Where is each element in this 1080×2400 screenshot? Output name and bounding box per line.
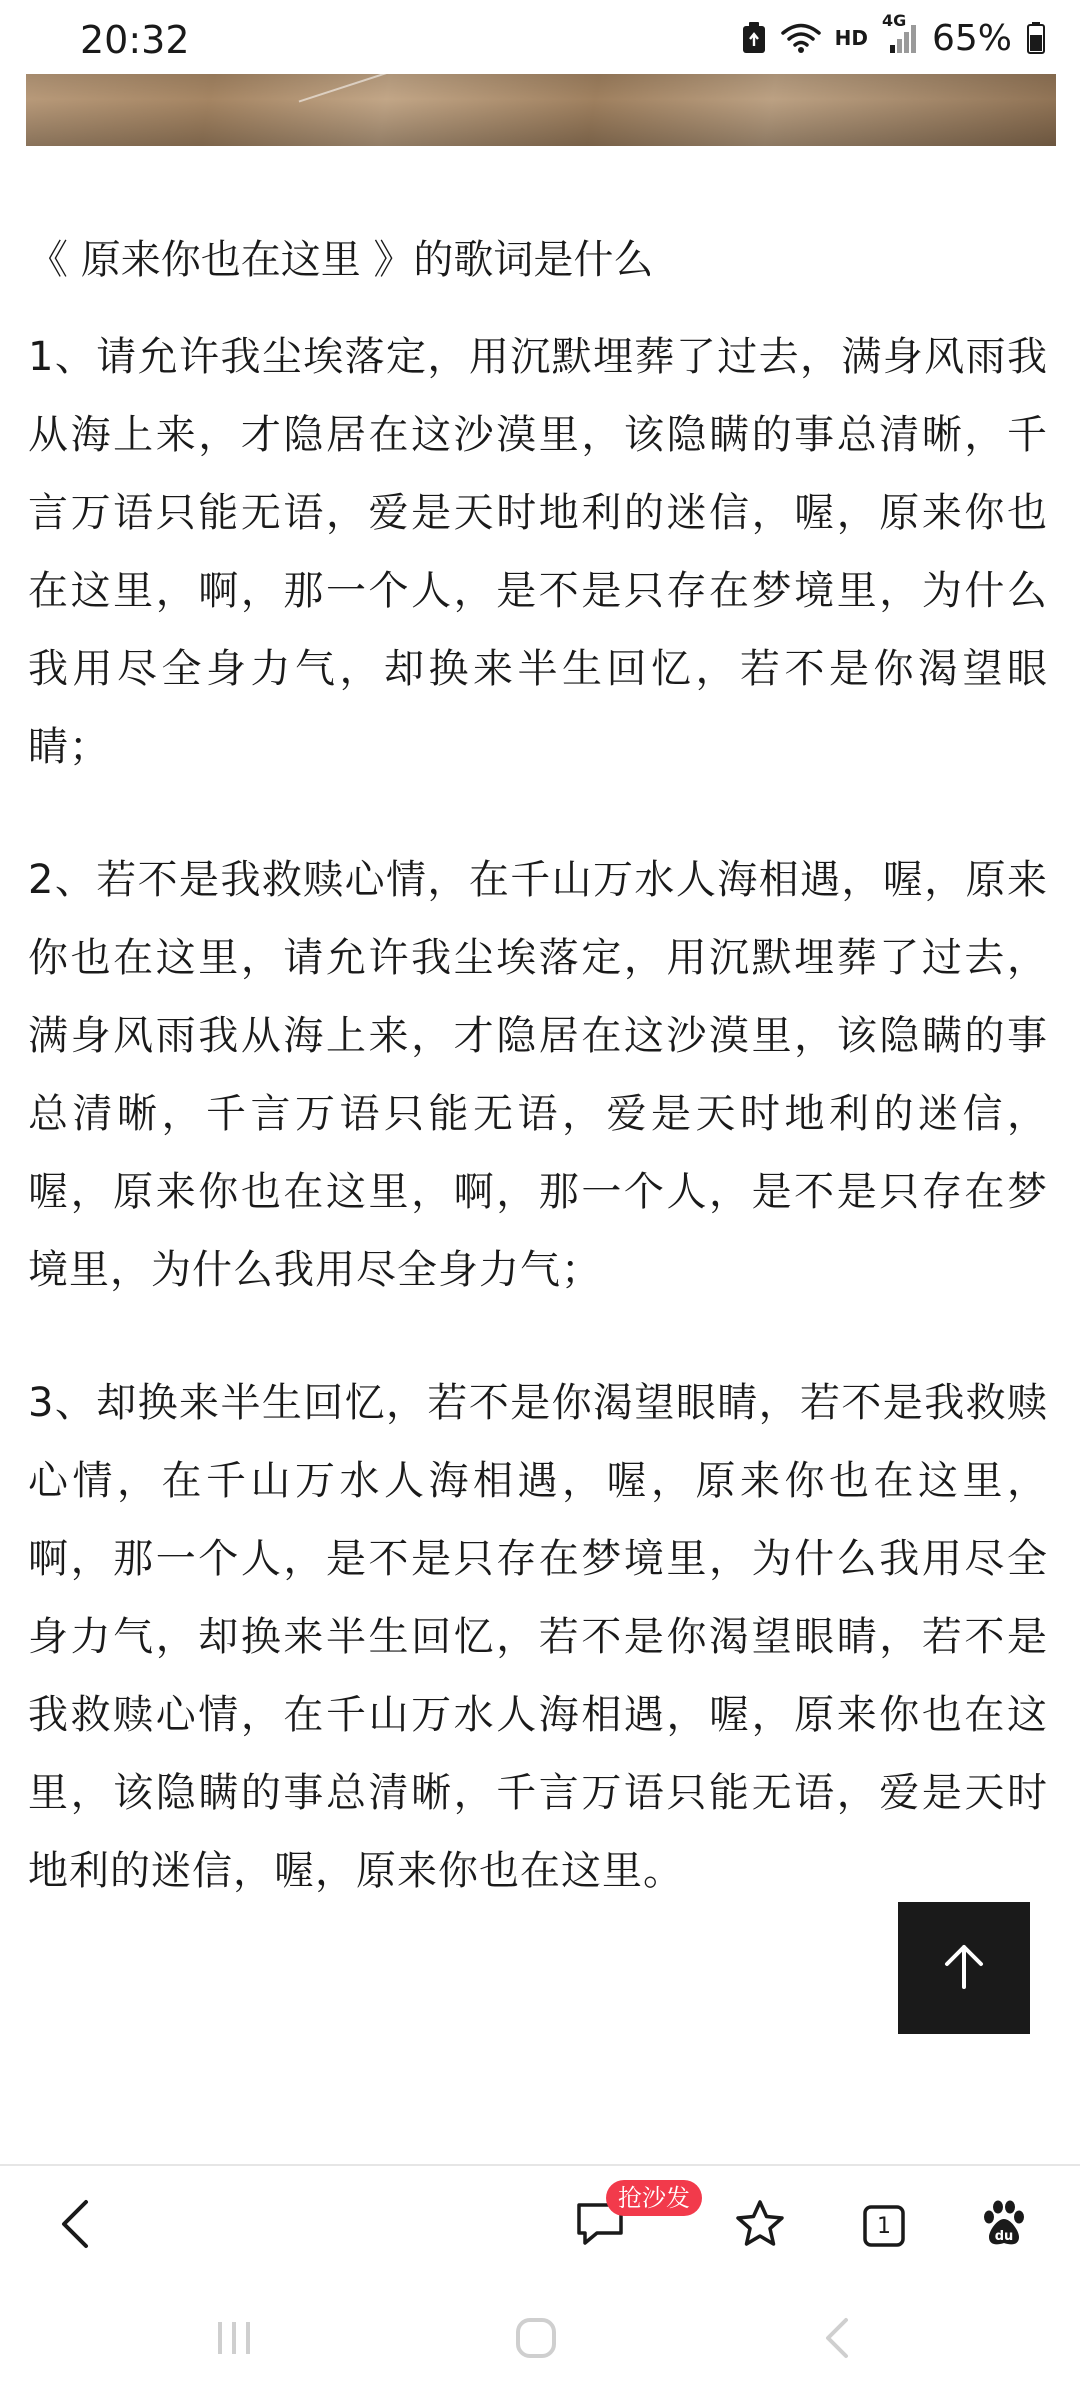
arrow-up-icon (937, 1939, 991, 1997)
cell-signal-icon (881, 11, 918, 55)
recent-apps-icon (212, 2316, 256, 2364)
cell-network-label: 4G (881, 11, 907, 30)
tab-count: 1 (877, 2213, 891, 2239)
recycle-notification-icon (741, 21, 767, 55)
recent-apps-button[interactable] (204, 2310, 264, 2370)
wifi-icon (781, 22, 821, 54)
article-content (28, 220, 1048, 1965)
back-arrow-icon (56, 2198, 96, 2254)
svg-text:du: du (994, 2229, 1014, 2244)
home-icon (512, 2314, 560, 2366)
lyric-paragraph-2: 2、若不是我救赎心情，在千山万水人海相遇，喔，原来你也在这里，请允许我尘埃落定，用沉默埋葬了过去，满身风雨我从海上来，才隐居在这沙漠里，该隐瞒的事总清晰，千言万语只能无语，爱是天时地利的迷信，喔，原来你也在这里，啊，那一个人，是不是只存在梦境里，为什么我用尽全身力气； (28, 857, 1048, 1293)
lyric-paragraph-1: 1、请允许我尘埃落定，用沉默埋葬了过去，满身风雨我从海上来，才隐居在这沙漠里，该隐瞒的事总清晰，千言万语只能无语，爱是天时地利的迷信，喔，原来你也在这里，啊，那一个人，是不是只存在梦境里，为什么我用尽全身力气，却换来半生回忆，若不是你渴望眼睛； (28, 334, 1048, 770)
system-navigation-bar (0, 2280, 1080, 2400)
comment-badge: 抢沙发 (606, 2180, 702, 2216)
hd-indicator: HD (834, 26, 868, 50)
battery-icon (1026, 21, 1046, 55)
baidu-home-button[interactable] (972, 2194, 1036, 2258)
system-back-button[interactable] (808, 2310, 868, 2370)
status-icons (741, 11, 1046, 60)
star-icon (733, 2198, 787, 2254)
battery-percent: 65% (931, 17, 1012, 59)
status-time: 20:32 (80, 18, 190, 62)
status-bar (0, 0, 1080, 74)
baidu-paw-icon (977, 2197, 1031, 2255)
lyric-paragraph-3: 3、却换来半生回忆，若不是你渴望眼睛，若不是我救赎心情，在千山万水人海相遇，喔，原来你也在这里，啊，那一个人，是不是只存在梦境里，为什么我用尽全身力气，却换来半生回忆，若不是你渴望眼睛，若不是我救赎心情，在千山万水人海相遇，喔，原来你也在这里，该隐瞒的事总清晰，千言万语只能无语，爱是天时地利的迷信，喔，原来你也在这里。 (28, 1380, 1048, 1894)
bottom-toolbar (0, 2164, 1080, 2282)
article-title: 《 原来你也在这里 》的歌词是什么 (28, 237, 654, 283)
article-header-image (26, 74, 1056, 146)
home-button[interactable] (506, 2310, 566, 2370)
tabs-icon (861, 2203, 907, 2249)
back-button[interactable] (44, 2194, 108, 2258)
back-to-top-button[interactable] (898, 1902, 1030, 2034)
tabs-button[interactable] (852, 2194, 916, 2258)
favorite-button[interactable] (728, 2194, 792, 2258)
system-back-icon (818, 2314, 858, 2366)
